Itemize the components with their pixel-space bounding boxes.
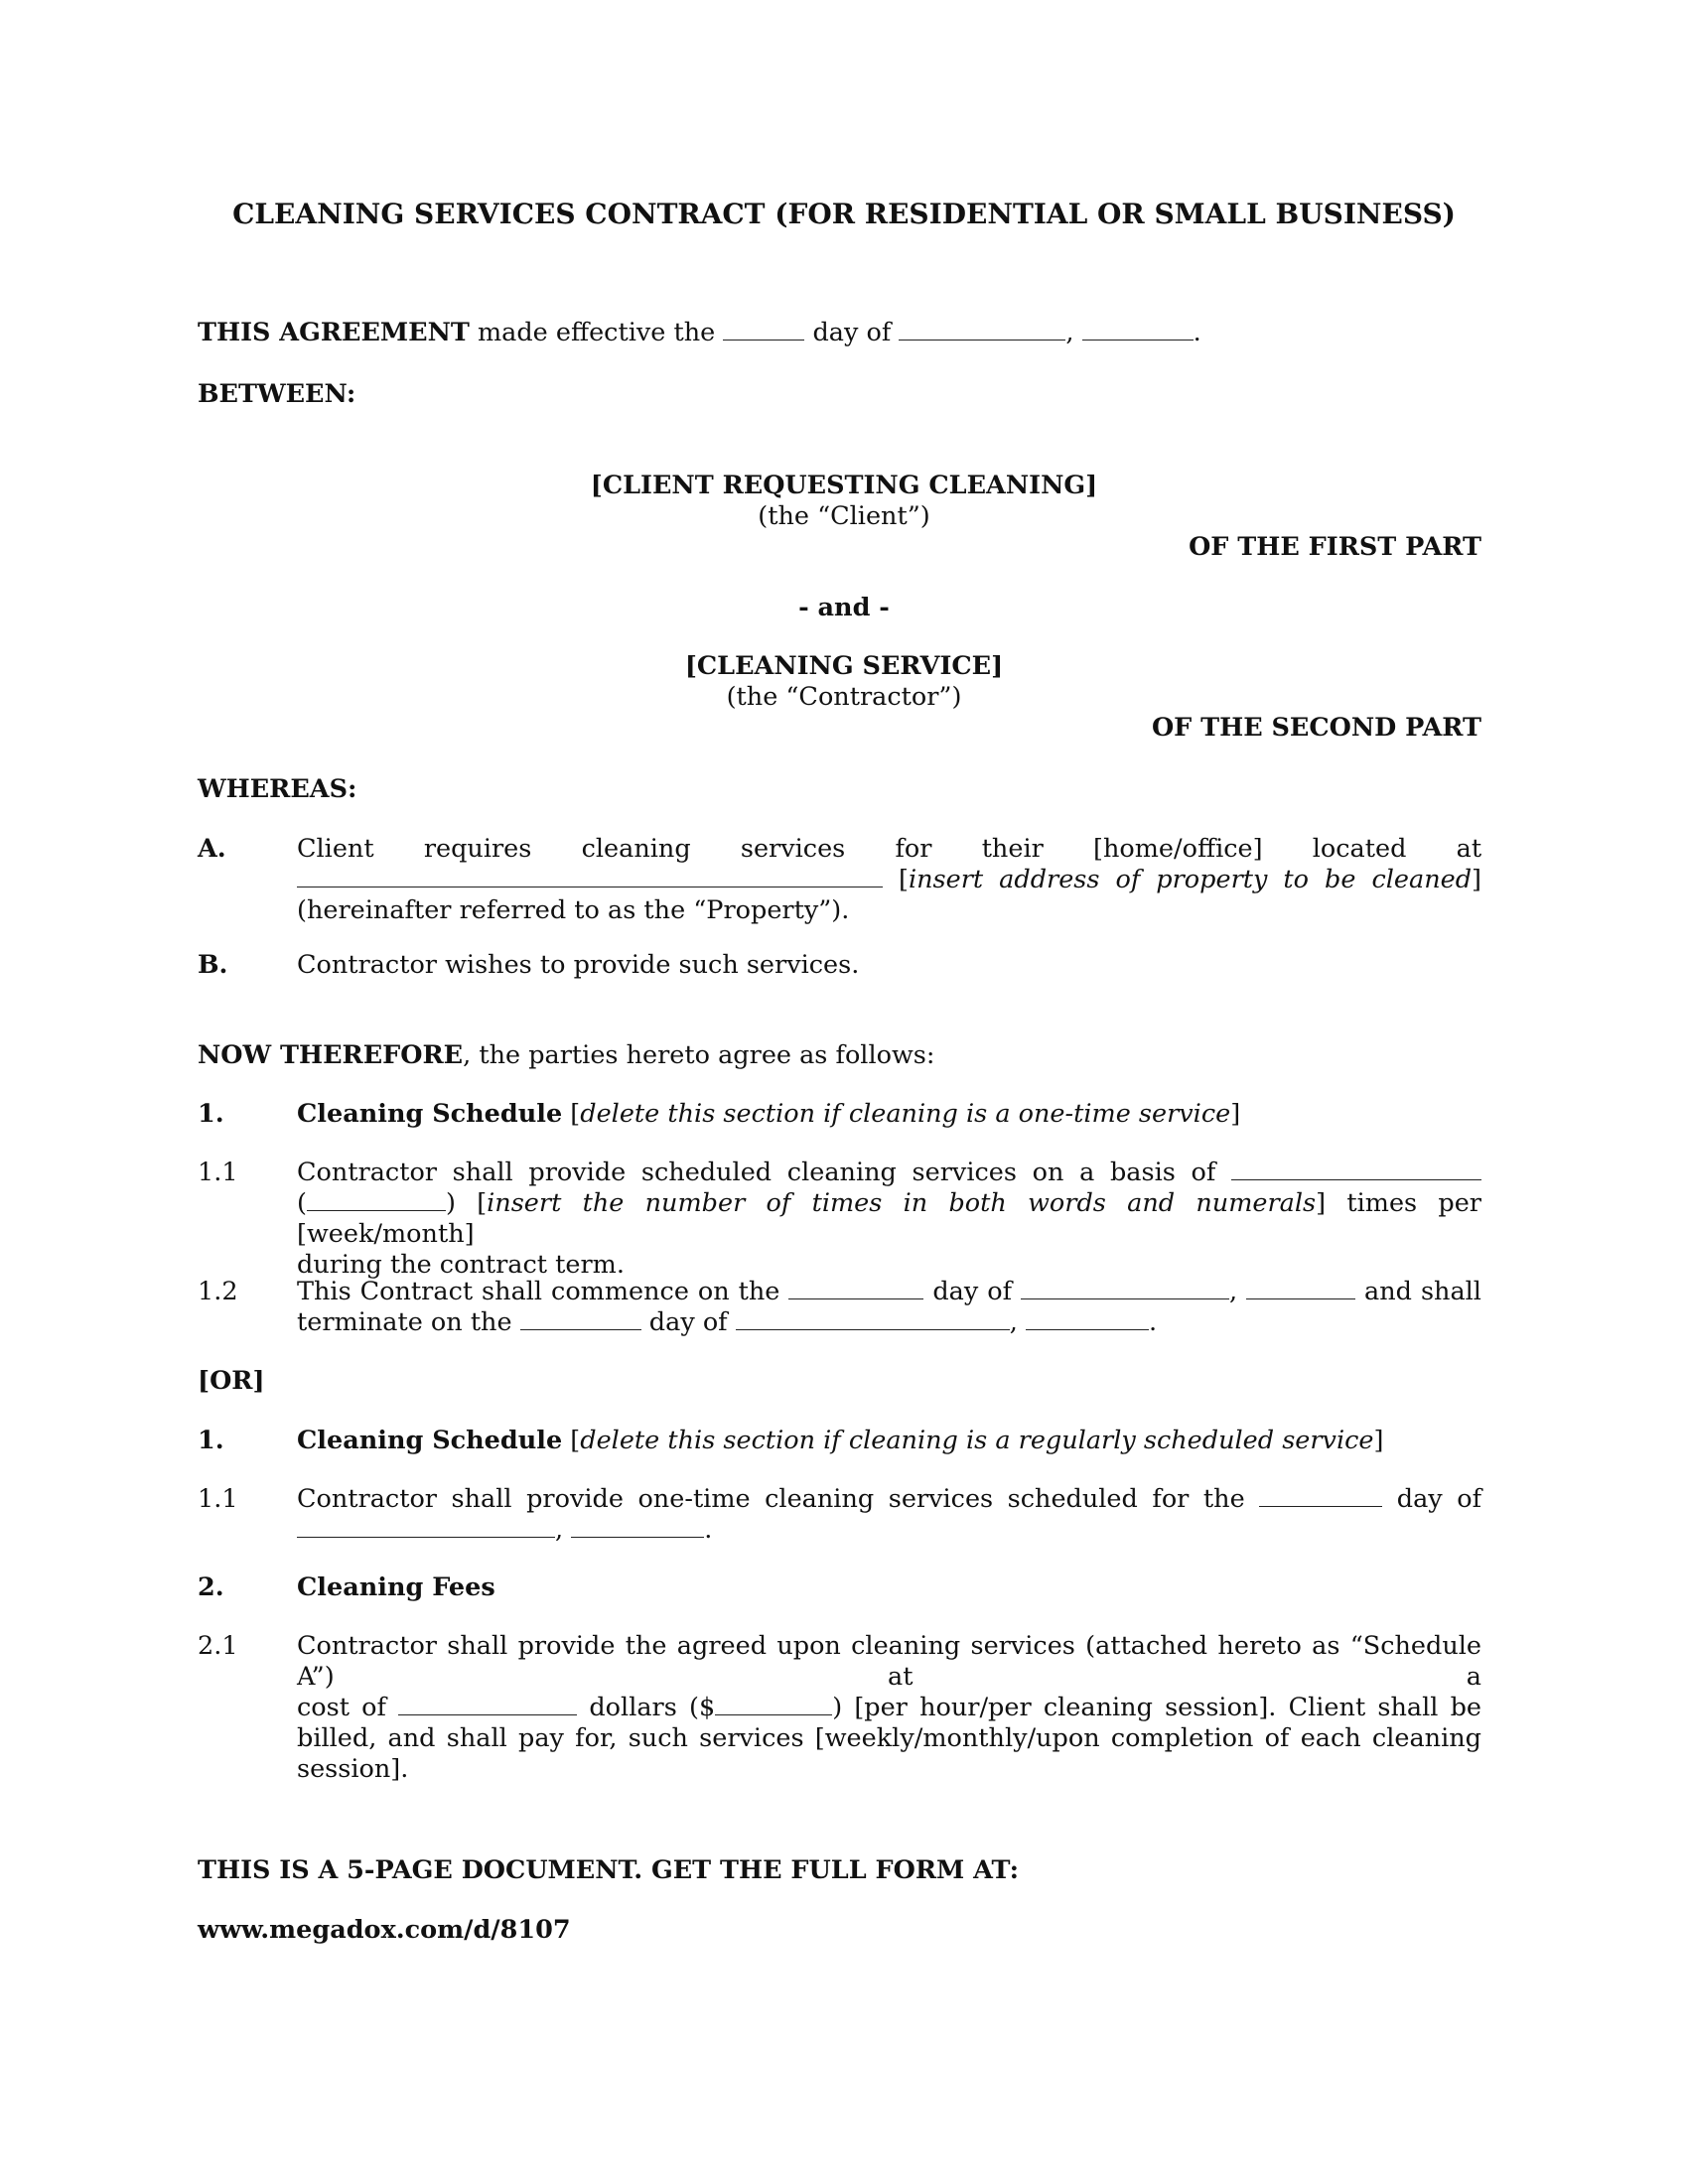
section1-note: delete this section if cleaning is a one-time service (580, 1099, 1231, 1129)
clause-1-1-alt-text: Contractor shall provide one-time cleaning services scheduled for the (297, 1484, 1245, 1514)
recital-b-text: Contractor wishes to provide such services. (297, 950, 860, 980)
recital-a-word: their (981, 834, 1044, 864)
day-blank[interactable] (723, 319, 804, 341)
clause-2-1-line1: Contractor shall provide the agreed upon cleaning services (attached hereto as “Schedule A”) at a (297, 1631, 1481, 1692)
now-therefore (198, 1040, 1481, 1071)
footer-url[interactable]: www.megadox.com/d/8107 (198, 1915, 571, 1945)
clause-1-2-line1: This Contract shall commence on the day of , and shall (297, 1277, 1481, 1306)
clause-2-1-cost-of: cost of (297, 1693, 386, 1722)
clause-1-1-num: 1.1 (198, 1158, 238, 1187)
clause-1-2-day-of: day of (932, 1277, 1013, 1306)
onetime-day-blank[interactable] (1259, 1485, 1382, 1507)
clause-1-1-alt (198, 1484, 1481, 1554)
clause-1-2-line2: terminate on the day of , . (297, 1307, 1158, 1337)
clause-2-1-num: 2.1 (198, 1631, 238, 1661)
terminate-year-blank[interactable] (1026, 1308, 1149, 1330)
recital-a-word: for (895, 834, 932, 864)
party1-part: OF THE FIRST PART (1189, 532, 1481, 562)
cost-amount-blank[interactable] (715, 1694, 832, 1715)
clause-2-1-line2 (297, 1693, 1481, 1723)
commence-day-blank[interactable] (788, 1278, 923, 1299)
clause-2-1-line3: billed, and shall pay for, such services [weekly/monthly/upon completion of each cleaning (297, 1723, 1481, 1753)
footer-notice: THIS IS A 5-PAGE DOCUMENT. GET THE FULL FORM AT: (198, 1855, 1019, 1885)
and-separator: - and - (798, 593, 890, 622)
month-blank[interactable] (899, 319, 1065, 341)
agreement-period: . (1193, 318, 1201, 347)
clause-1-2-and-shall: and shall (1364, 1277, 1481, 1306)
document-title: CLEANING SERVICES CONTRACT (FOR RESIDENTIAL OR SMALL BUSINESS) (232, 198, 1456, 230)
clause-1-1-alt-num: 1.1 (198, 1484, 238, 1514)
clause-2-1-rate: ) [per hour/per cleaning session]. Client shall be (832, 1693, 1481, 1722)
clause-1-2-text: This Contract shall commence on the (297, 1277, 780, 1306)
clause-2-1 (198, 1631, 1481, 1784)
recital-a-word: services (740, 834, 846, 864)
terminate-month-blank[interactable] (736, 1308, 1010, 1330)
recital-a-line2: [insert address of property to be cleaned] (297, 865, 1481, 895)
party2-part: OF THE SECOND PART (1151, 713, 1481, 743)
section2-num: 2. (198, 1572, 224, 1602)
recital-a-label: A. (198, 834, 226, 864)
party2-alias: (the “Contractor”) (726, 682, 962, 712)
recital-a-word: at (1456, 834, 1482, 864)
clause-1-1-insert-note: insert the number of times in both words and numerals (487, 1188, 1317, 1218)
agreement-text: made effective the (469, 318, 716, 347)
agreement-comma: , (1065, 318, 1074, 347)
clause-1-2-day-of-2: day of (648, 1307, 728, 1337)
clause-1-2-terminate: terminate on the (297, 1307, 512, 1337)
recital-a-word: Client (297, 834, 374, 864)
clause-1-1-line1 (297, 1158, 1481, 1188)
section1-alt-title: Cleaning Schedule (297, 1426, 563, 1455)
section1-alt-note: delete this section if cleaning is a regularly scheduled service (580, 1426, 1374, 1455)
clause-1-2 (198, 1277, 1481, 1346)
section1-alt-num: 1. (198, 1426, 224, 1455)
recital-b (198, 950, 1481, 985)
agreement-line (198, 318, 1481, 348)
commence-month-blank[interactable] (1021, 1278, 1229, 1299)
clause-1-1-alt-line1 (297, 1484, 1481, 1515)
clause-1-1 (198, 1158, 1481, 1280)
clause-1-1-text: Contractor shall provide scheduled cleaning services on a basis of (297, 1158, 1216, 1187)
cost-words-blank[interactable] (398, 1694, 577, 1715)
clause-1-2-num: 1.2 (198, 1277, 238, 1306)
frequency-number-blank[interactable] (307, 1189, 446, 1211)
clause-1-1-line3: during the contract term. (297, 1250, 625, 1280)
commence-year-blank[interactable] (1246, 1278, 1355, 1299)
clause-2-1-dollars: dollars ($ (589, 1693, 716, 1722)
recital-a-word: located (1312, 834, 1407, 864)
now-therefore-text: , the parties hereto agree as follows: (463, 1040, 935, 1070)
recital-a-line3: (hereinafter referred to as the “Property”). (297, 895, 850, 925)
section2-title: Cleaning Fees (297, 1572, 495, 1602)
recital-a-word: cleaning (581, 834, 691, 864)
recital-a-word: requires (423, 834, 532, 864)
party1-alias: (the “Client”) (758, 501, 930, 531)
recital-a-line1 (297, 834, 1481, 865)
now-therefore-lead: NOW THEREFORE (198, 1040, 464, 1070)
clause-1-1-times-per: times per [week/month] (297, 1188, 1481, 1249)
section1-alt-heading: 1. Cleaning Schedule [delete this section if cleaning is a regularly scheduled service] (198, 1426, 1384, 1455)
clause-1-1-alt-line2: , . (297, 1515, 1481, 1546)
between-heading: BETWEEN: (198, 379, 356, 409)
whereas-heading: WHEREAS: (198, 774, 357, 804)
recital-a-word: [home/office] (1093, 834, 1263, 864)
section1-title: Cleaning Schedule (297, 1099, 563, 1129)
agreement-lead: THIS AGREEMENT (198, 318, 470, 347)
terminate-day-blank[interactable] (520, 1308, 641, 1330)
clause-1-1-alt-day-of: day of (1396, 1484, 1482, 1514)
section1-heading: 1. Cleaning Schedule [delete this section if cleaning is a one-time service] (198, 1099, 1241, 1129)
property-address-blank[interactable] (297, 866, 883, 887)
recital-a (198, 834, 1481, 933)
onetime-month-blank[interactable] (297, 1516, 555, 1538)
party2-name: [CLEANING SERVICE] (684, 651, 1004, 681)
year-blank[interactable] (1082, 319, 1194, 341)
section2-heading (198, 1572, 1481, 1607)
agreement-day-of: day of (812, 318, 892, 347)
recital-b-label: B. (198, 950, 228, 980)
clause-2-1-line4: session]. (297, 1754, 409, 1784)
party1-name: [CLIENT REQUESTING CLEANING] (590, 471, 1098, 500)
clause-1-1-line2: ( ) [insert the number of times in both words and numerals] times per [week/month] (297, 1188, 1481, 1249)
recital-a-insert-note: insert address of property to be cleaned (908, 865, 1473, 894)
frequency-words-blank[interactable] (1231, 1159, 1481, 1180)
or-separator: [OR] (198, 1366, 265, 1396)
section1-num: 1. (198, 1099, 224, 1129)
onetime-year-blank[interactable] (571, 1516, 704, 1538)
